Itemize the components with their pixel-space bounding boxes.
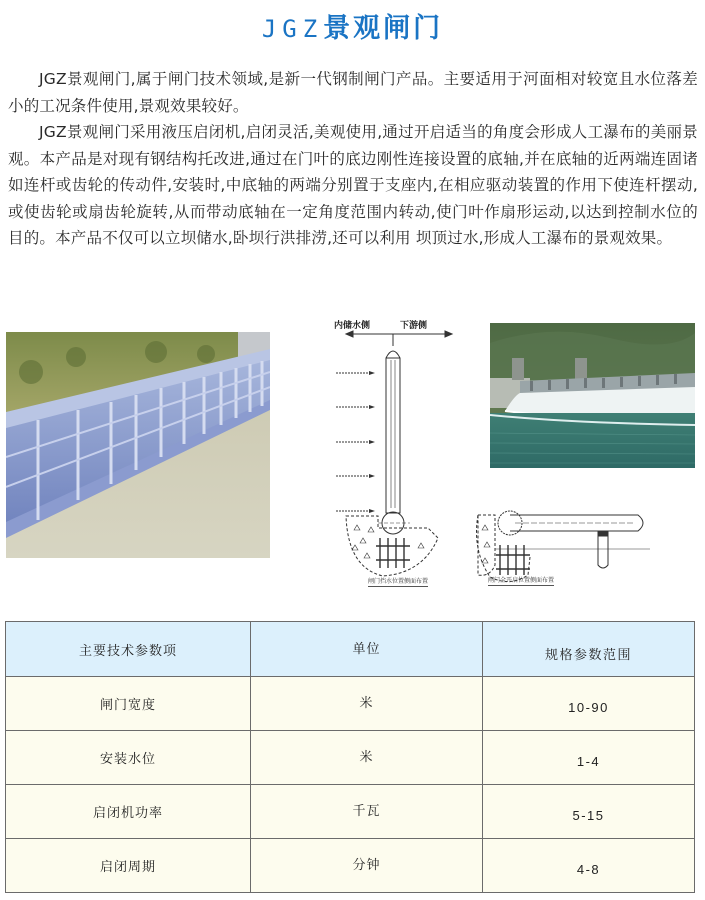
- cell-unit: 千瓦: [251, 785, 483, 839]
- cell-unit: 米: [251, 677, 483, 731]
- cell-unit: 米: [251, 731, 483, 785]
- table-row: [6, 731, 695, 785]
- diagram-open-position: [470, 505, 655, 590]
- title-product-name: 景观闸门: [323, 13, 444, 44]
- cell-parameter: 启闭周期: [6, 839, 251, 893]
- intro-paragraph-2: JGZ景观闸门采用液压启闭机,启闭灵活,美观使用,通过开启适当的角度会形成人工瀑布的美丽景观。本产品是对现有钢结构托改进,通过在门叶的底边刚性连接设置的底轴,并在底轴的近两端连固诸如连杆或齿轮的传动件,安装时,中底轴的两端分别置于支座内,在相应驱动装置的作用下使连杆摆动,或使齿轮或扇齿轮旋转,从而带动底轴在一定角度范围内转动,使门叶作扇形运动,以达到控制水位的目的。本产品不仅可以立坝储水,卧坝行洪排涝,还可以利用 坝顶过水,形成人工瀑布的景观效果。: [8, 123, 698, 247]
- diagram-closed-position: [328, 318, 468, 588]
- gate-installation-photo: [6, 332, 270, 558]
- technical-spec-table: [5, 621, 695, 893]
- upstream-side-label: 内储水侧: [334, 321, 371, 331]
- page-title: [0, 6, 705, 45]
- cell-range: 4-8: [483, 839, 695, 893]
- caption-open-position: 闸门全开启位置侧面布置: [488, 577, 555, 584]
- cell-parameter: 闸门宽度: [6, 677, 251, 731]
- cell-parameter: 启闭机功率: [6, 785, 251, 839]
- table-header-row: [6, 622, 695, 677]
- table-row: [6, 677, 695, 731]
- table-row: [6, 785, 695, 839]
- caption-closed-position: 闸门挡水位置侧面布置: [368, 578, 429, 585]
- header-unit: 单位: [251, 622, 483, 677]
- cell-range: 5-15: [483, 785, 695, 839]
- cell-parameter: 安装水位: [6, 731, 251, 785]
- header-range: 规格参数范围: [483, 622, 695, 677]
- downstream-side-label: 下游侧: [400, 321, 428, 331]
- dam-waterfall-photo: [490, 323, 695, 468]
- intro-paragraph-1: JGZ景观闸门,属于闸门技术领域,是新一代钢制闸门产品。主要适用于河面相对较宽且水位落差小的工况条件使用,景观效果较好。: [8, 70, 698, 115]
- cell-range: 1-4: [483, 731, 695, 785]
- intro-text: [8, 66, 698, 252]
- cell-range: 10-90: [483, 677, 695, 731]
- title-model-code: JGZ: [261, 15, 324, 43]
- cell-unit: 分钟: [251, 839, 483, 893]
- header-parameter: 主要技术参数项: [6, 622, 251, 677]
- table-row: [6, 839, 695, 893]
